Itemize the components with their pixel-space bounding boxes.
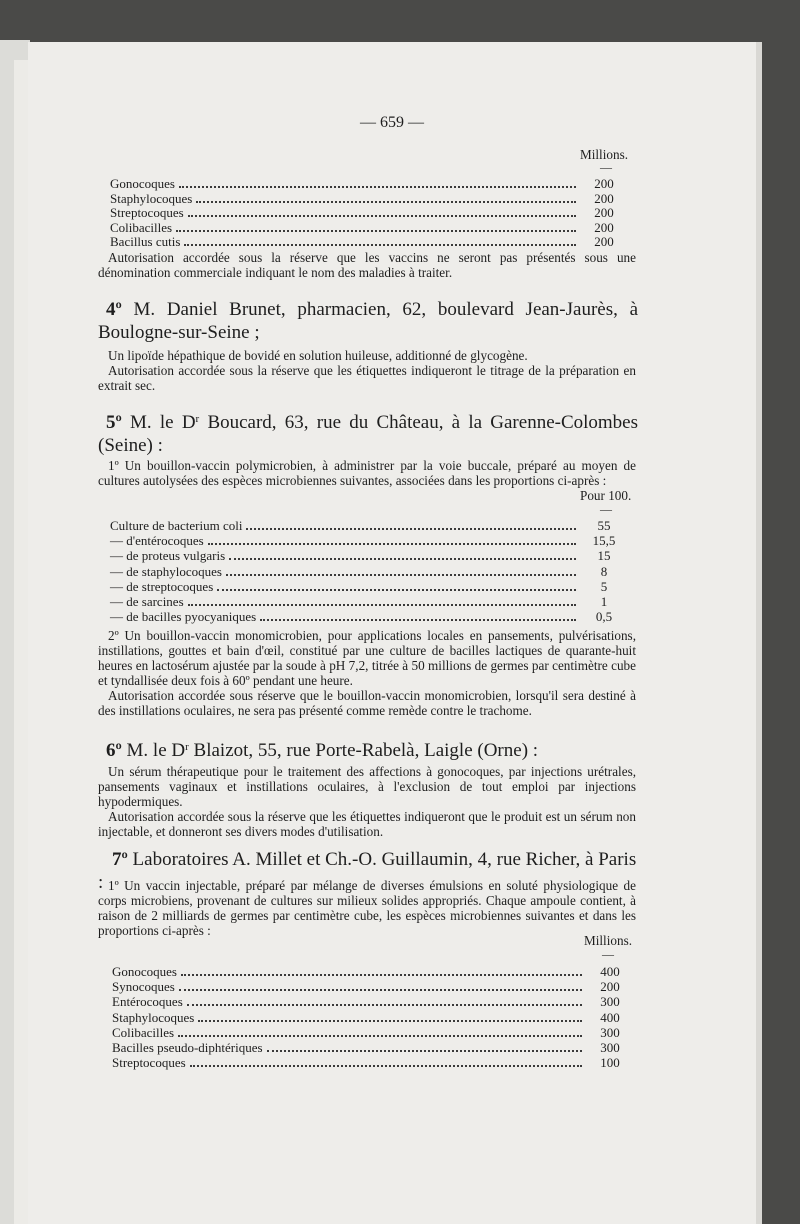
table-row — [112, 994, 630, 1009]
dot-leader — [229, 558, 576, 560]
row-label: Streptocoques — [110, 205, 184, 221]
table-row — [110, 564, 624, 579]
dot-leader — [179, 989, 582, 991]
dot-leader — [217, 589, 576, 591]
dot-leader — [188, 215, 576, 217]
row-label: Colibacilles — [112, 1024, 175, 1040]
row-value: 200 — [594, 234, 614, 250]
percent-unit-dash: — — [600, 502, 612, 516]
row-value: 200 — [594, 190, 614, 206]
row-label: Entérocoques — [112, 994, 183, 1010]
table-row — [110, 533, 624, 548]
table-row — [110, 548, 624, 563]
row-label: — de staphylocoques — [110, 563, 222, 579]
dot-leader — [179, 186, 576, 188]
unit-label: Millions. — [580, 147, 628, 162]
dot-leader — [208, 543, 576, 545]
table-row — [112, 1055, 630, 1070]
row-label: Bacillus cutis — [110, 234, 181, 250]
table-row — [112, 979, 630, 994]
section-5-intro: 1º Un bouillon-vaccin polymicrobien, à administrer par la voie buccale, préparé au moyen de cultures autolysées des espèces microbiennes suivantes, associées dans les proportions ci-après : — [98, 458, 636, 488]
section-4-body: Un lipoïde hépathique de bovidé en solution huileuse, additionné de glycogène. Autorisation accordée sous la réserve que les étiquettes indiqueront le titrage de la préparation en extrait sec. — [98, 348, 636, 393]
row-label: — d'entérocoques — [110, 533, 204, 549]
row-label: Gonocoques — [112, 964, 177, 979]
dot-leader — [260, 619, 576, 621]
row-value: 400 — [600, 1009, 620, 1025]
row-label: Staphylocoques — [112, 1009, 195, 1025]
row-value: 55 — [597, 518, 611, 533]
row-value: 5 — [600, 578, 608, 594]
dot-leader — [198, 1020, 582, 1022]
document-page — [28, 42, 756, 1224]
section-7-heading: 7º Laboratoires A. Millet et Ch.-O. Guillaumin, 4, rue Richer, à Paris : — [98, 849, 637, 893]
row-value: 400 — [600, 964, 620, 979]
row-label: Synocoques — [112, 979, 175, 995]
row-label: — de streptocoques — [110, 578, 214, 594]
section-6-body: Un sérum thérapeutique pour le traitement des affections à gonocoques, par injections urétrales, pansements vaginaux et instillations oculaires, à l'exclusion de tout emploi par injections hypodermiques. Autorisation accordée sous la réserve que les étiquettes indiqueront que le produit est un sérum non injectable, et donneront ses divers modes d'utilisation. — [98, 764, 636, 839]
table-row — [112, 1025, 630, 1040]
row-label: Gonocoques — [110, 176, 175, 191]
row-label: — de proteus vulgaris — [110, 548, 226, 564]
table-row — [112, 1010, 630, 1025]
dot-leader — [226, 574, 576, 576]
section-5-heading: 5º M. le $D^r$ Boucard, 63, rue du Château, à la Garenne-Colombes (Seine) : — [98, 412, 639, 456]
row-value: 200 — [594, 205, 614, 221]
section-6-heading: 6º M. le $D^r$ Blaizot, 55, rue Porte-Rabelà, Laigle (Orne) : — [106, 740, 539, 761]
row-value: 1 — [600, 594, 608, 609]
section-4-heading: 4º M. Daniel Brunet, pharmacien, 62, boulevard Jean-Jaurès, à Boulogne-sur-Seine ; — [98, 299, 638, 343]
row-value: 0,5 — [595, 609, 613, 625]
unit-dash: — — [600, 160, 612, 174]
row-label: — de sarcines — [110, 594, 184, 609]
row-value: 300 — [600, 1040, 620, 1055]
table-row — [110, 594, 624, 609]
row-value: 8 — [600, 563, 608, 579]
dot-leader — [181, 974, 582, 976]
row-value: 300 — [600, 994, 620, 1010]
row-value: 100 — [600, 1055, 620, 1071]
table-row — [110, 579, 624, 594]
page-curl — [14, 60, 28, 1224]
row-label: Bacilles pseudo-diphtériques — [112, 1040, 263, 1055]
row-value: 300 — [600, 1024, 620, 1040]
row-value: 200 — [600, 979, 620, 995]
block1-note: Autorisation accordée sous la réserve que les vaccins ne seront pas présentés sous une dénomination commerciale indiquant le nom des maladies à traiter. — [98, 250, 636, 280]
dot-leader — [187, 1004, 582, 1006]
row-label: Colibacilles — [110, 219, 173, 235]
row-label: Staphylocoques — [110, 190, 193, 206]
dot-leader — [196, 201, 576, 203]
table-row — [110, 220, 624, 235]
dot-leader — [176, 230, 576, 232]
row-label: Culture de bacterium coli — [110, 518, 243, 533]
dot-leader — [190, 1065, 582, 1067]
dot-leader — [188, 604, 576, 606]
section-7-intro: 1º Un vaccin injectable, préparé par mélange de diverses émulsions en soluté physiologique de corps microbiens, provenant de cultures sur milieux solides appropriés. Chaque ampoule contient, à raison de 2 milliards de germes par centimètre cube, les espèces microbiennes suivantes et dans les proportions ci-après : — [98, 878, 636, 938]
table-row — [110, 205, 624, 220]
row-value: 200 — [594, 219, 614, 235]
table-row — [110, 191, 624, 206]
table-row — [110, 518, 624, 533]
percent-unit-label: Pour 100. — [580, 488, 632, 503]
dot-leader — [184, 244, 576, 246]
dot-leader — [246, 528, 576, 530]
table-row — [110, 176, 624, 191]
row-label: — de bacilles pyocyaniques — [110, 609, 257, 625]
dot-leader — [178, 1035, 582, 1037]
page-number: — 659 — — [360, 114, 424, 131]
section-5-body: 2º Un bouillon-vaccin monomicrobien, pour applications locales en pansements, pulvérisations, instillations, gouttes et bain d'œil, constitué par une culture de bacilles lactiques de quarante-huit heures en lactosérum ajustée par la soude à pH 7,2, titrée à 50 millions de germes par centimètre cube et tyndallisée deux fois à 60º pendant une heure. Autorisation accordée sous réserve que le bouillon-vaccin monomicrobien, lorsqu'il sera destiné à des instillations oculaires, ne sera pas présenté comme remède contre le trachome. — [98, 628, 636, 718]
row-value: 200 — [594, 176, 614, 191]
row-value: 15 — [597, 548, 611, 564]
millions-unit-label: Millions. — [584, 933, 632, 948]
millions-unit-dash: — — [602, 947, 614, 961]
dot-leader — [267, 1050, 582, 1052]
row-value: 15,5 — [592, 533, 616, 549]
row-label: Streptocoques — [112, 1055, 186, 1071]
table-row — [112, 964, 630, 979]
table-row — [110, 234, 624, 249]
table-row — [110, 609, 624, 624]
table-row — [112, 1040, 630, 1055]
